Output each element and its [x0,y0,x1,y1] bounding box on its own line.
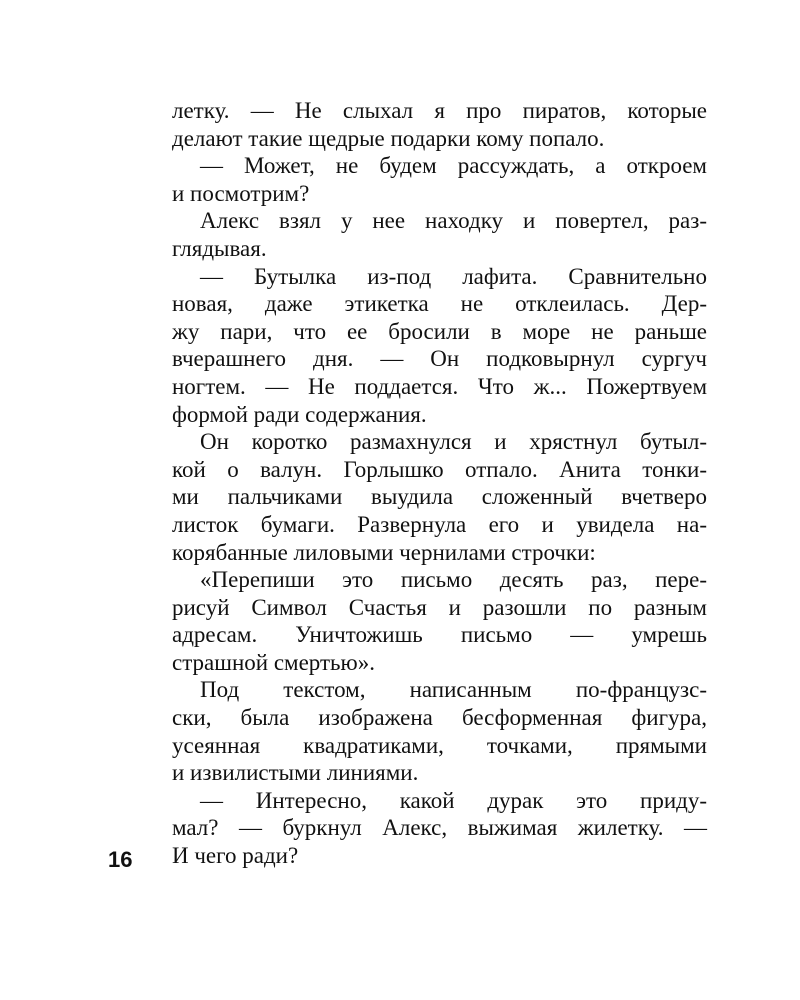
text-line: Под текстом, написанным по-французс- [200,677,707,703]
text-line: формой ради содержания. [172,401,427,427]
text-line: — Бутылка из-под лафита. Сравнительно [200,263,707,289]
text-line: вчерашнего дня. — Он подковырнул сургуч [172,346,707,372]
text-line: кой о валун. Горлышко отпало. Анита тонки- [172,456,707,482]
text-line: и извилистыми линиями. [172,760,419,786]
text-line: адресам. Уничтожишь письмо — умрешь [172,622,707,648]
text-line: — Интересно, какой дурак это приду- [200,787,707,813]
text-line: Он коротко размахнулся и хрястнул бутыл- [200,429,707,455]
text-line: делают такие щедрые подарки кому попало. [172,125,605,151]
text-line: новая, даже этикетка не отклеилась. Дер- [172,291,707,317]
text-line: мал? — буркнул Алекс, выжимая жилетку. — [172,815,707,841]
page-number: 16 [108,847,133,872]
text-line: рисуй Символ Счастья и разошли по разным [172,594,707,620]
text-line: и посмотрим? [172,180,310,206]
body-text [172,97,707,870]
text-line: «Перепиши это письмо десять раз, пере- [200,567,707,593]
text-line: усеянная квадратиками, точками, прямыми [172,732,707,758]
text-line: ми пальчиками выудила сложенный вчетверо [172,484,707,510]
text-line: летку. — Не слыхал я про пиратов, которые [172,98,707,123]
text-line: страшной смертью». [172,649,375,675]
text-line: корябанные лиловыми чернилами строчки: [172,539,596,565]
text-line: — Может, не будем рассуждать, а откроем [200,153,707,179]
text-line: листок бумаги. Развернула его и увидела на- [172,511,707,537]
text-line: ски, была изображена бесформенная фигура, [172,705,707,731]
text-line: жу пари, что ее бросили в море не раньше [172,318,707,344]
text-line: глядывая. [172,235,267,261]
text-line: ногтем. — Не поддается. Что ж... Пожертвуем [172,373,707,399]
text-line: И чего ради? [172,843,299,869]
text-line: Алекс взял у нее находку и повертел, раз- [200,208,707,234]
